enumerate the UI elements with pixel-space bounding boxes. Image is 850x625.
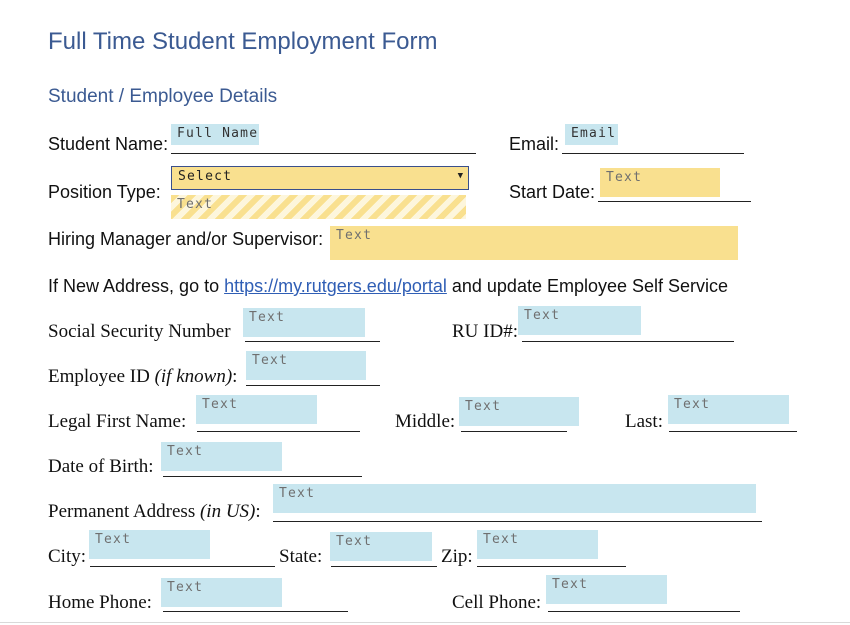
legal-first-name-underline <box>197 431 360 432</box>
position-type-selected-value: Select <box>178 169 233 184</box>
ssn-underline <box>245 341 380 342</box>
portal-link[interactable]: https://my.rutgers.edu/portal <box>224 276 447 296</box>
dob-label: Date of Birth: <box>48 456 154 477</box>
student-name-label: Student Name: <box>48 134 169 154</box>
employee-id-input[interactable]: Text <box>246 351 366 380</box>
home-phone-label: Home Phone: <box>48 592 152 613</box>
employee-id-label-main: Employee ID <box>48 366 155 387</box>
employee-id-label <box>48 366 237 388</box>
page-edge-divider <box>0 622 850 623</box>
notice-prefix: If New Address, go to <box>48 276 225 296</box>
cell-phone-label: Cell Phone: <box>452 592 542 613</box>
last-name-underline <box>669 431 797 432</box>
last-name-label: Last: <box>625 411 663 432</box>
dob-underline <box>163 476 362 477</box>
start-date-label: Start Date: <box>509 182 596 202</box>
notice-suffix: and update Employee Self Service <box>446 276 729 296</box>
legal-first-name-label: Legal First Name: <box>48 411 187 432</box>
employee-id-label-qualifier: (if known) <box>154 366 233 387</box>
last-name-input[interactable]: Text <box>668 395 789 424</box>
cell-phone-underline <box>548 611 740 612</box>
home-phone-input[interactable]: Text <box>161 578 282 607</box>
hiring-manager-label: Hiring Manager and/or Supervisor: <box>48 229 324 249</box>
email-input[interactable]: Email <box>565 124 618 145</box>
section-heading: Student / Employee Details <box>48 86 278 107</box>
permanent-address-label-colon: : <box>255 501 261 522</box>
start-date-input[interactable]: Text <box>600 168 720 197</box>
student-name-input[interactable]: Full Name <box>171 124 259 145</box>
zip-underline <box>477 566 626 567</box>
cell-phone-input[interactable]: Text <box>546 575 667 604</box>
dob-input[interactable]: Text <box>161 442 282 471</box>
permanent-address-input[interactable]: Text <box>273 484 756 513</box>
permanent-address-label <box>48 501 261 523</box>
legal-first-name-input[interactable]: Text <box>196 395 317 424</box>
middle-name-label: Middle: <box>395 411 456 432</box>
ru-id-label: RU ID#: <box>452 321 518 342</box>
state-label: State: <box>279 546 323 567</box>
ssn-label: Social Security Number <box>48 321 231 342</box>
state-input[interactable]: Text <box>330 532 432 561</box>
permanent-address-underline <box>273 521 762 522</box>
position-type-label: Position Type: <box>48 182 161 202</box>
start-date-underline <box>598 201 751 202</box>
hiring-manager-input[interactable]: Text <box>330 226 738 260</box>
position-type-select[interactable] <box>171 166 469 190</box>
new-address-notice <box>48 276 728 297</box>
zip-input[interactable]: Text <box>477 530 598 559</box>
ru-id-input[interactable]: Text <box>518 306 641 335</box>
ssn-input[interactable]: Text <box>243 308 365 337</box>
middle-name-underline <box>461 431 567 432</box>
email-label: Email: <box>509 134 560 154</box>
employee-id-label-colon: : <box>232 366 238 387</box>
permanent-address-label-qualifier: (in US) <box>199 501 256 522</box>
permanent-address-label-main: Permanent Address <box>48 501 200 522</box>
city-input[interactable]: Text <box>89 530 210 559</box>
position-type-other-input[interactable]: Text <box>171 195 466 219</box>
state-underline <box>331 566 437 567</box>
email-underline <box>562 153 744 154</box>
employee-id-underline <box>246 385 380 386</box>
chevron-down-icon[interactable]: ▼ <box>457 171 463 181</box>
city-underline <box>90 566 275 567</box>
zip-label: Zip: <box>441 546 473 567</box>
city-label: City: <box>48 546 87 567</box>
home-phone-underline <box>163 611 348 612</box>
page-title: Full Time Student Employment Form <box>48 28 438 55</box>
middle-name-input[interactable]: Text <box>459 397 579 426</box>
ru-id-underline <box>522 341 734 342</box>
student-name-underline <box>171 153 476 154</box>
